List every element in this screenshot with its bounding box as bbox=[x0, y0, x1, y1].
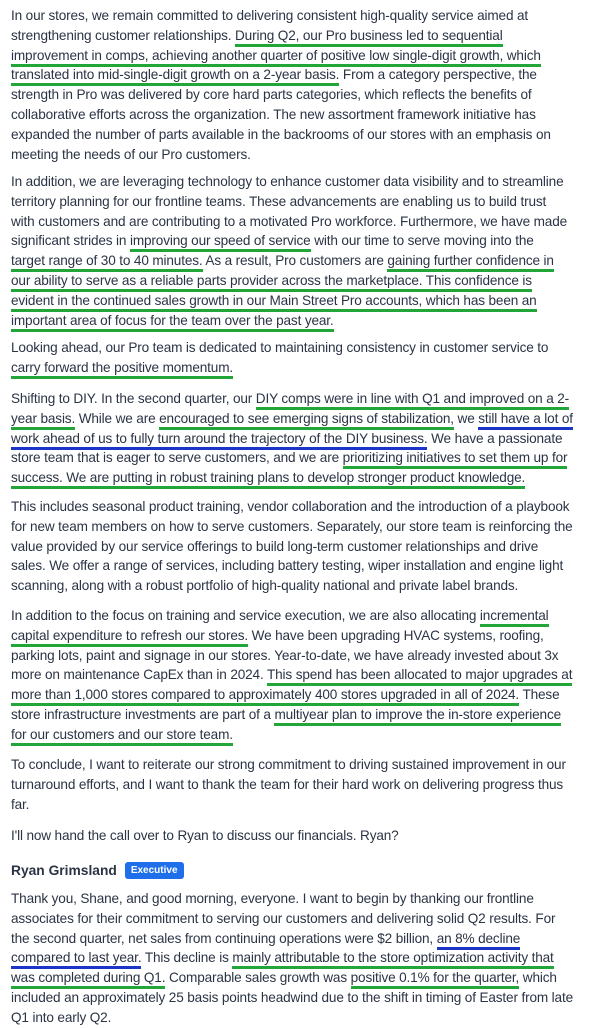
text-line bbox=[11, 556, 607, 576]
highlight-green: During Q2, our Pro business led to sequential bbox=[235, 28, 503, 47]
highlight-blue: still have a lot of bbox=[478, 411, 573, 430]
highlight-green: year basis. bbox=[11, 411, 75, 430]
text-segment: These bbox=[519, 687, 560, 703]
text-segment: we bbox=[453, 410, 479, 426]
text-line bbox=[11, 251, 607, 271]
text-segment: associates for their commitment to serving our customers and delivering solid Q2 results. For bbox=[11, 910, 556, 926]
text-line bbox=[11, 705, 607, 725]
text-segment: Comparable sales growth was bbox=[165, 970, 351, 986]
text-line bbox=[11, 517, 607, 537]
highlight-green: for our customers and our store team. bbox=[11, 727, 233, 746]
text-segment: Looking ahead, our Pro team is dedicated to maintaining consistency in customer service to bbox=[11, 340, 549, 355]
paragraph bbox=[11, 755, 607, 814]
text-segment: with customers and are contributing to a motivated Pro workforce. Furthermore, we have made bbox=[11, 213, 568, 229]
highlight-green: incremental bbox=[480, 608, 549, 627]
text-segment: value provided by our service offerings to build long-term customer relationships and drive bbox=[11, 538, 539, 554]
text-line bbox=[11, 212, 607, 232]
text-line bbox=[11, 271, 607, 291]
highlight-green: DIY comps were in line with Q1 and improved on a 2- bbox=[256, 391, 569, 410]
highlight-green: success. We are putting in robust training plans to develop stronger product knowledge. bbox=[11, 470, 525, 489]
highlight-green: prioritizing initiatives to set them up for bbox=[343, 450, 568, 469]
highlight-green: encouraged to see emerging signs of stabilization, bbox=[159, 411, 454, 430]
text-segment: collaborative efforts across the organization. The new assortment framework initiative has bbox=[11, 106, 536, 122]
text-segment: While we are bbox=[75, 410, 160, 426]
text-line bbox=[11, 145, 607, 165]
role-badge: Executive bbox=[125, 862, 184, 879]
highlight-green: our ability to serve as a reliable parts provider across the marketplace. This confidence is bbox=[11, 273, 532, 292]
paragraph bbox=[11, 826, 607, 846]
highlight-blue: an 8% decline bbox=[437, 931, 520, 950]
text-line bbox=[11, 172, 607, 192]
highlight-green: evident in the continued sales growth in our Main Street Pro accounts, which has been an bbox=[11, 293, 537, 312]
text-line bbox=[11, 606, 607, 626]
text-line bbox=[11, 948, 607, 968]
text-line bbox=[11, 968, 607, 988]
text-segment: I'll now hand the call over to Ryan to discuss our financials. Ryan? bbox=[11, 828, 399, 843]
text-line bbox=[11, 125, 607, 145]
text-segment: In addition, we are leveraging technology to enhance customer data visibility and to streamline bbox=[11, 174, 564, 189]
text-segment: far. bbox=[11, 796, 30, 812]
text-segment: To conclude, I want to reiterate our strong commitment to driving sustained improvement in our bbox=[11, 757, 566, 772]
text-segment: We have been upgrading HVAC systems, roofing, bbox=[248, 627, 544, 643]
text-line bbox=[11, 929, 607, 949]
speaker-name[interactable]: Ryan Grimsland bbox=[11, 863, 117, 878]
highlight-green: capital expenditure to refresh our stores. bbox=[11, 628, 248, 647]
text-segment: significant strides in bbox=[11, 233, 130, 249]
highlight-green: carry forward the positive momentum. bbox=[11, 360, 233, 379]
paragraph bbox=[11, 497, 607, 596]
highlight-green: gaining further confidence in bbox=[387, 253, 553, 272]
text-line bbox=[11, 65, 607, 85]
highlight-green: was completed during Q1. bbox=[11, 970, 165, 989]
highlight-green: translated into mid-single-digit growth on a 2-year basis. bbox=[11, 67, 339, 86]
text-line bbox=[11, 6, 607, 26]
text-line bbox=[11, 1008, 607, 1028]
text-segment: which bbox=[519, 970, 557, 986]
text-line bbox=[11, 231, 607, 251]
text-segment: This includes seasonal product training, vendor collaboration and the introduction of a playbook bbox=[11, 499, 570, 514]
text-line bbox=[11, 291, 607, 311]
text-line bbox=[11, 755, 607, 775]
text-segment: In our stores, we remain committed to delivering consistent high-quality service aimed at bbox=[11, 8, 529, 23]
text-segment: sales. We offer a range of services, including battery testing, wiper installation and engine light bbox=[11, 558, 564, 574]
text-line bbox=[11, 795, 607, 815]
text-line bbox=[11, 46, 607, 66]
text-segment: parking lots, paint and signage in our stores. Year-to-date, we have already invested about 3x bbox=[11, 647, 559, 663]
paragraph bbox=[11, 338, 607, 378]
text-segment: In addition to the focus on training and service execution, we are also allocating bbox=[11, 608, 480, 623]
text-line bbox=[11, 468, 607, 488]
text-line bbox=[11, 646, 607, 666]
text-segment: strengthening customer relationships. bbox=[11, 27, 236, 43]
highlight-green: more than 1,000 stores compared to approximately 400 stores upgraded in all of 2024. bbox=[11, 687, 519, 706]
text-line bbox=[11, 889, 607, 909]
paragraph bbox=[11, 606, 607, 745]
highlight-blue: work ahead of us to fully turn around the trajectory of the DIY business. bbox=[11, 431, 427, 450]
text-line bbox=[11, 448, 607, 468]
text-segment: Shifting to DIY. In the second quarter, our bbox=[11, 391, 256, 406]
text-line bbox=[11, 626, 607, 646]
text-line bbox=[11, 389, 607, 409]
speaker-header bbox=[11, 862, 184, 879]
text-line bbox=[11, 685, 607, 705]
text-line bbox=[11, 358, 607, 378]
text-segment: territory planning for our frontline teams. These advancements are enabling us to build trust bbox=[11, 193, 547, 209]
highlight-green: improvement in comps, achieving another quarter of positive low single-digit growth, which bbox=[11, 48, 541, 67]
text-line bbox=[11, 826, 607, 846]
text-line bbox=[11, 725, 607, 745]
text-line bbox=[11, 665, 607, 685]
text-segment: meeting the needs of our Pro customers. bbox=[11, 146, 251, 162]
text-line bbox=[11, 409, 607, 429]
text-segment: store team that is eager to serve customers, and we are bbox=[11, 450, 343, 466]
text-line bbox=[11, 576, 607, 596]
text-line bbox=[11, 775, 607, 795]
text-segment: included an approximately 25 basis points headwind due to the shift in timing of Easter from late bbox=[11, 989, 574, 1005]
paragraph bbox=[11, 389, 607, 488]
highlight-green: mainly attributable to the store optimization activity that bbox=[232, 950, 553, 969]
highlight-green: multiyear plan to improve the in-store experience bbox=[274, 707, 561, 726]
paragraph bbox=[11, 172, 607, 330]
text-segment: store infrastructure investments are part of a bbox=[11, 706, 275, 722]
text-segment: scanning, along with a robust portfolio of high-quality national and private label brands. bbox=[11, 578, 519, 594]
highlight-green: important area of focus for the team over the past year. bbox=[11, 313, 334, 332]
text-line bbox=[11, 311, 607, 331]
text-segment: We have a passionate bbox=[427, 430, 563, 446]
highlight-blue: compared to last year. bbox=[11, 950, 141, 969]
text-line bbox=[11, 85, 607, 105]
text-segment: From a category perspective, the bbox=[339, 67, 537, 83]
text-segment: expanded the number of parts available in the backrooms of our stores with an emphasis on bbox=[11, 126, 551, 142]
text-line bbox=[11, 429, 607, 449]
text-segment: for new team members on how to serve customers. Separately, our store team is reinforcing the bbox=[11, 518, 573, 534]
text-line bbox=[11, 988, 607, 1008]
paragraph bbox=[11, 6, 607, 164]
highlight-green: target range of 30 to 40 minutes. bbox=[11, 253, 203, 272]
text-line bbox=[11, 537, 607, 557]
text-segment: As a result, Pro customers are bbox=[202, 253, 388, 269]
text-segment: This decline is bbox=[141, 950, 233, 966]
text-segment: Thank you, Shane, and good morning, everyone. I want to begin by thanking our frontline bbox=[11, 891, 534, 906]
text-line bbox=[11, 192, 607, 212]
text-segment: strength in Pro was delivered by core hard parts categories, which reflects the benefits of bbox=[11, 87, 532, 103]
text-segment: turnaround efforts, and I want to thank the team for their hard work on delivering progress thus bbox=[11, 776, 564, 792]
text-line bbox=[11, 497, 607, 517]
highlight-green: This spend has been allocated to major upgrades at bbox=[267, 667, 572, 686]
text-segment: Q1 into early Q2. bbox=[11, 1009, 112, 1025]
highlight-green: positive 0.1% for the quarter, bbox=[351, 970, 520, 989]
text-line bbox=[11, 26, 607, 46]
text-segment: more on maintenance CapEx than in 2024. bbox=[11, 667, 267, 683]
text-segment: with our time to serve moving into the bbox=[310, 233, 534, 249]
paragraph bbox=[11, 889, 607, 1028]
text-line bbox=[11, 338, 607, 358]
text-line bbox=[11, 105, 607, 125]
highlight-green: improving our speed of service bbox=[130, 233, 311, 252]
text-segment: the second quarter, net sales from continuing operations were $2 billion, bbox=[11, 930, 437, 946]
text-line bbox=[11, 909, 607, 929]
